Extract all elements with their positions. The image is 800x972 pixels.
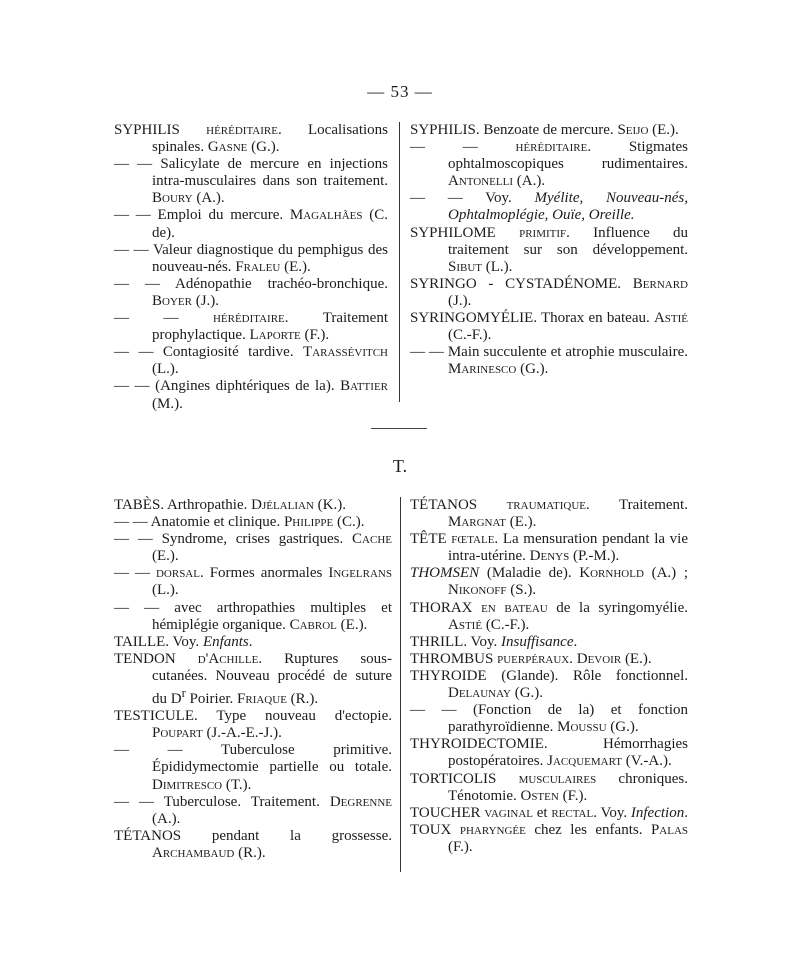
- index-entry: SYPHILIS. Benzoate de mercure. Seijo (E.).: [410, 122, 679, 138]
- index-entry: — — Adénopathie trachéo-bronchique. Boyer (J.).: [114, 275, 388, 309]
- section-separator: [371, 428, 427, 429]
- index-column-bottom-right: [410, 497, 688, 856]
- index-entry: — — (Angines diphtériques de la). Battier (M.).: [114, 378, 388, 412]
- index-entry: TESTICULE. Type nouveau d'ectopie. Poupart (J.-A.-E.-J.).: [114, 708, 392, 742]
- index-entry: TOUCHER vaginal et rectal. Voy. Infection.: [410, 804, 688, 821]
- index-column-top-left: [114, 122, 388, 413]
- index-entry: TABÈS. Arthropathie. Djélalian (K.).: [114, 497, 346, 513]
- index-entry: — — Valeur diagnostique du pemphigus des nouveau-nés. Fraleu (E.).: [114, 241, 388, 275]
- index-entry: SYPHILOME primitif. Influence du traitement sur son développement. Sibut (L.).: [410, 224, 688, 275]
- section-letter: T.: [392, 456, 408, 476]
- index-entry: THROMBUS puerpéraux. Devoir (E.).: [410, 650, 652, 667]
- index-entry: TÉTANOS pendant la grossesse. Archambaud (R.).: [114, 827, 392, 861]
- index-entry: THYROIDECTOMIE. Hémorrhagies postopératoires. Jacquemart (V.-A.).: [410, 736, 688, 770]
- index-entry: SYRINGOMYÉLIE. Thorax en bateau. Astié (C.-F.).: [410, 310, 688, 344]
- index-column-top-right: [410, 122, 688, 378]
- index-entry: — — Anatomie et clinique. Philippe (C.).: [114, 514, 365, 531]
- index-entry: — — Main succulente et atrophie musculaire. Marinesco (G.).: [410, 344, 688, 378]
- index-entry: TÊTE fœtale. La mensuration pendant la vie intra-utérine. Denys (P.-M.).: [410, 531, 688, 565]
- index-entry: TORTICOLIS musculaires chroniques. Ténotomie. Osten (F.).: [410, 770, 688, 804]
- index-entry: — — Tuberculose primitive. Épididymectomie partielle ou totale. Dimitresco (T.).: [114, 742, 392, 793]
- index-entry: — — Syndrome, crises gastriques. Cache (E.).: [114, 531, 392, 565]
- index-entry: — — Voy. Myélite, Nouveau-nés, Ophtalmoplégie, Ouïe, Oreille.: [410, 190, 688, 224]
- index-entry: THRILL. Voy. Insuffisance.: [410, 633, 578, 650]
- index-entry: — — avec arthropathies multiples et hémiplégie organique. Cabrol (E.).: [114, 599, 392, 633]
- index-entry: — — Tuberculose. Traitement. Degrenne (A.).: [114, 793, 392, 827]
- index-entry: SYPHILIS héréditaire. Localisations spinales. Gasne (G.).: [114, 122, 388, 156]
- index-entry: — — Emploi du mercure. Magalhães (C. de).: [114, 207, 389, 241]
- index-entry: TÉTANOS traumatique. Traitement. Margnat (E.).: [410, 497, 688, 531]
- index-entry: THYROIDE (Glande). Rôle fonctionnel. Delaunay (G.).: [410, 667, 688, 702]
- page-number: — 53 —: [367, 82, 433, 101]
- index-entry: — — Contagiosité tardive. Tarassévitch (L.).: [114, 344, 388, 378]
- column-divider-top: [399, 122, 400, 402]
- column-divider-bottom: [400, 497, 401, 872]
- index-entry: THOMSEN (Maladie de). Kornhold (A.) ; Nikonoff (S.).: [410, 565, 688, 599]
- index-entry: — — héréditaire. Traitement prophylactique. Laporte (F.).: [114, 310, 388, 344]
- index-entry: TOUX pharyngée chez les enfants. Palas (F.).: [410, 821, 689, 855]
- index-entry: SYRINGO - CYSTADÉNOME. Bernard (J.).: [410, 275, 688, 309]
- index-entry: TENDON d'Achille. Ruptures sous-cutanées. Nouveau procédé de suture du $D^r$ Poirier. Friaque (R.).: [114, 650, 392, 708]
- index-entry: TAILLE. Voy. Enfants.: [114, 633, 253, 650]
- index-entry: — — héréditaire. Stigmates ophtalmoscopiques rudimentaires. Antonelli (A.).: [410, 139, 688, 190]
- index-entry: THORAX en bateau de la syringomyélie. Astié (C.-F.).: [410, 599, 688, 633]
- index-entry: — — (Fonction de la) et fonction parathyroïdienne. Moussu (G.).: [410, 702, 688, 736]
- index-column-bottom-left: [114, 497, 392, 862]
- index-entry: — — dorsal. Formes anormales Ingelrans (L.).: [114, 565, 392, 599]
- index-entry: — — Salicylate de mercure en injections intra-musculaires dans son traitement. Boury (A.).: [114, 156, 388, 207]
